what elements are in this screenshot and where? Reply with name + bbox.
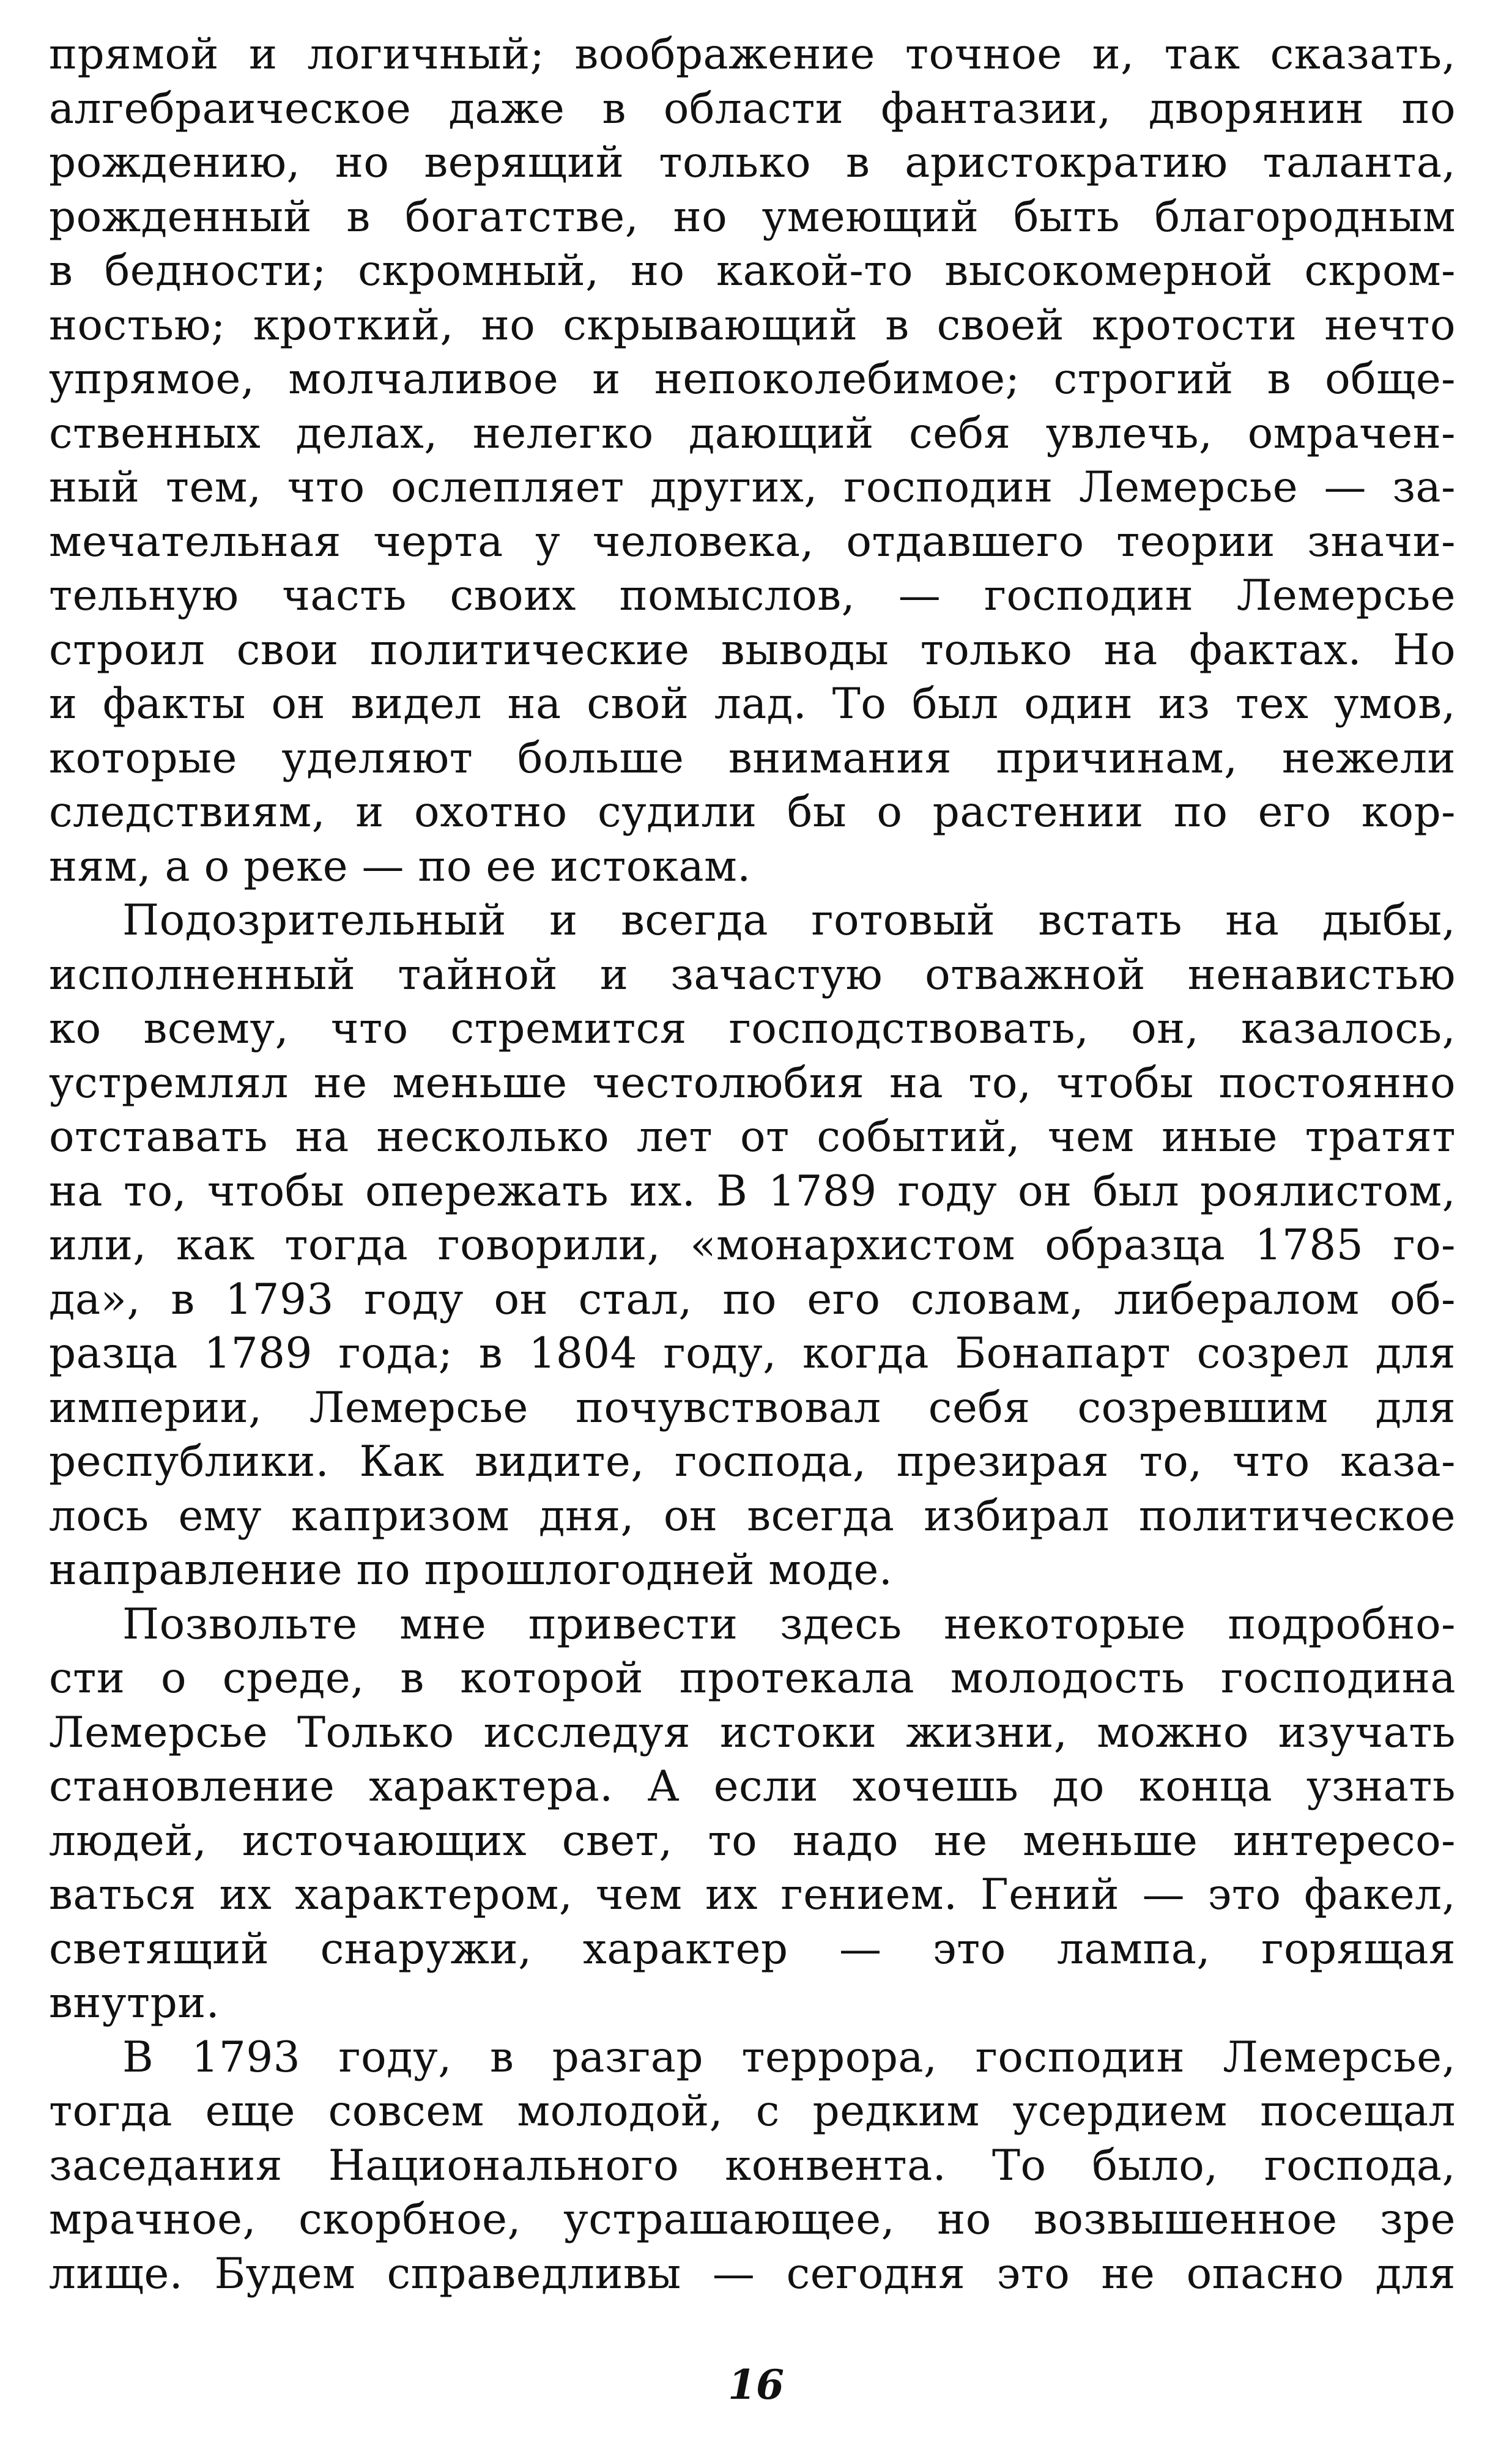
text-line: людей, источающих свет, то надо не меньше интересо-: [49, 1816, 1456, 1865]
text-line: которые уделяют больше внимания причинам, нежели: [49, 733, 1456, 783]
body-text: [49, 28, 1456, 2301]
text-line: прямой и логичный; воображение точное и, так сказать,: [49, 30, 1456, 79]
text-line: Подозрительный и всегда готовый встать на дыбы,: [122, 896, 1456, 945]
text-line: мечательная черта у человека, отдавшего теории значи-: [49, 517, 1456, 566]
text-line: мрачное, скорбное, устрашающее, но возвышенное зре: [49, 2195, 1456, 2244]
text-line: заседания Национального конвента. То было, господа,: [49, 2141, 1456, 2190]
text-line: да», в 1793 году он стал, по его словам, либералом об-: [49, 1275, 1456, 1324]
text-line: сти о среде, в которой протекала молодость господина: [49, 1654, 1456, 1703]
text-line: упрямое, молчаливое и непоколебимое; строгий в обще-: [49, 355, 1456, 404]
text-line: ко всему, что стремится господствовать, он, казалось,: [49, 1004, 1456, 1053]
text-line: или, как тогда говорили, «монархистом образца 1785 го-: [49, 1221, 1456, 1270]
paragraph-end-line: внутри.: [49, 1979, 220, 2028]
text-line: рожденный в богатстве, но умеющий быть благородным: [49, 192, 1456, 242]
text-line: лище. Будем справедливы — сегодня это не опасно для: [49, 2249, 1456, 2298]
text-line: рождению, но верящий только в аристократию таланта,: [49, 138, 1456, 187]
text-line: алгебраическое даже в области фантазии, дворянин по: [49, 84, 1456, 133]
text-line: устремлял не меньше честолюбия на то, чтобы постоянно: [49, 1058, 1456, 1108]
text-line: становление характера. А если хочешь до конца узнать: [49, 1762, 1456, 1811]
text-line: ный тем, что ослепляет других, господин Лемерсье — за-: [49, 463, 1456, 512]
text-line: империи, Лемерсье почувствовал себя созревшим для: [49, 1383, 1456, 1432]
text-line: отставать на несколько лет от событий, чем иные тратят: [49, 1113, 1456, 1161]
text-line: лось ему капризом дня, он всегда избирал политическое: [49, 1491, 1456, 1541]
text-line: Позвольте мне привести здесь некоторые подробно-: [122, 1599, 1456, 1649]
text-line: строил свои политические выводы только на фактах. Но: [49, 625, 1456, 675]
text-line: светящий снаружи, характер — это лампа, горящая: [49, 1924, 1456, 1974]
page-number: 16: [728, 2361, 784, 2409]
text-line: и факты он видел на свой лад. То был один из тех умов,: [49, 680, 1456, 728]
text-line: ваться их характером, чем их гением. Гений — это факел,: [49, 1870, 1456, 1919]
text-line: В 1793 году, в разгар террора, господин Лемерсье,: [122, 2032, 1456, 2082]
text-line: на то, чтобы опережать их. В 1789 году он был роялистом,: [49, 1166, 1456, 1216]
text-line: ностью; кроткий, но скрывающий в своей кротости нечто: [49, 300, 1456, 350]
text-line: ственных делах, нелегко дающий себя увлечь, омрачен-: [49, 409, 1456, 458]
text-line: тельную часть своих помыслов, — господин Лемерсье: [49, 571, 1456, 620]
text-line: исполненный тайной и зачастую отважной ненавистью: [49, 950, 1456, 999]
paragraph-end-line: направление по прошлогодней моде.: [49, 1546, 893, 1595]
text-line: разца 1789 года; в 1804 году, когда Бонапарт созрел для: [49, 1329, 1456, 1378]
text-line: тогда еще совсем молодой, с редким усердием посещал: [49, 2087, 1456, 2136]
text-line: в бедности; скромный, но какой-то высокомерной скром-: [49, 246, 1456, 295]
text-line: республики. Как видите, господа, презирая то, что каза-: [49, 1437, 1456, 1486]
paragraph-end-line: ням, а о реке — по ее истокам.: [49, 842, 751, 891]
text-line: следствиям, и охотно судили бы о растении по его кор-: [49, 788, 1456, 837]
text-line: Лемерсье Только исследуя истоки жизни, можно изучать: [49, 1708, 1456, 1757]
